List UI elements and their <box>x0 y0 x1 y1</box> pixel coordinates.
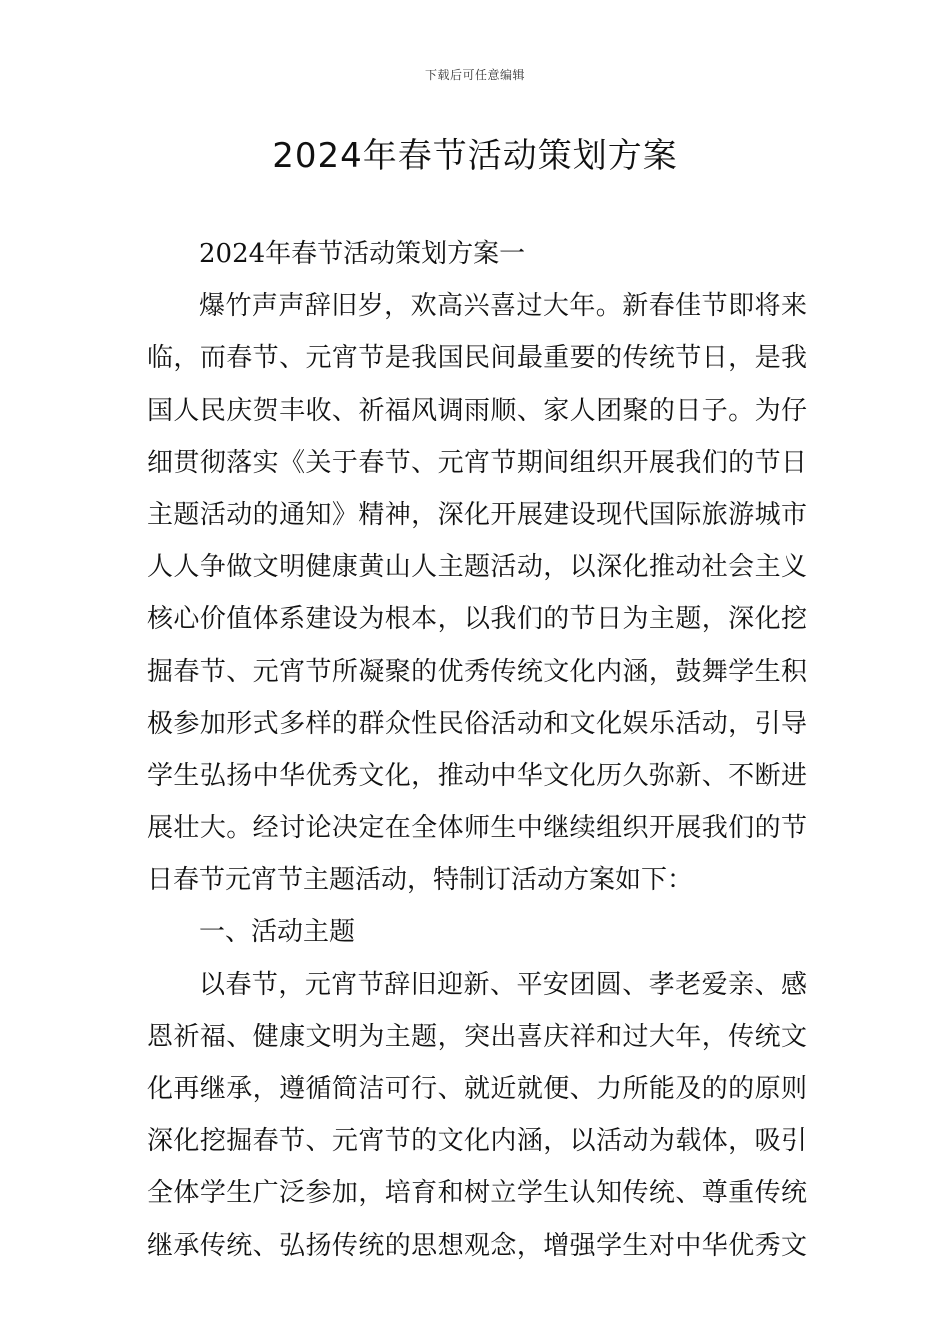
paragraph-line: 以春节，元宵节辞旧迎新、平安团圆、孝老爱亲、感 <box>199 969 807 1000</box>
paragraph-line: 展壮大。经讨论决定在全体师生中继续组织开展我们的节 <box>147 813 807 844</box>
paragraph-line: 临，而春节、元宵节是我国民间最重要的传统节日，是我 <box>147 343 807 374</box>
paragraph-line: 继承传统、弘扬传统的思想观念，增强学生对中华优秀文 <box>147 1230 807 1261</box>
paragraph-line: 人人争做文明健康黄山人主题活动，以深化推动社会主义 <box>147 552 807 583</box>
paragraph-line: 国人民庆贺丰收、祈福风调雨顺、家人团聚的日子。为仔 <box>147 395 807 426</box>
paragraph-line: 爆竹声声辞旧岁，欢高兴喜过大年。新春佳节即将来 <box>199 291 807 322</box>
paragraph-line: 恩祈福、健康文明为主题，突出喜庆祥和过大年，传统文 <box>147 1021 807 1052</box>
paragraph-line: 主题活动的通知》精神，深化开展建设现代国际旅游城市 <box>147 499 807 530</box>
header-note: 下载后可任意编辑 <box>424 68 525 82</box>
paragraph-line: 细贯彻落实《关于春节、元宵节期间组织开展我们的节日 <box>147 447 807 478</box>
paragraph-line: 化再继承，遵循简洁可行、就近就便、力所能及的的原则 <box>147 1074 807 1104</box>
section-heading: 一、活动主题 <box>199 917 356 948</box>
document-body <box>147 228 807 1272</box>
paragraph-line: 日春节元宵节主题活动，特制订活动方案如下： <box>147 865 694 896</box>
paragraph-line: 学生弘扬中华优秀文化，推动中华文化历久弥新、不断进 <box>147 760 807 791</box>
paragraph-line: 深化挖掘春节、元宵节的文化内涵，以活动为载体，吸引 <box>147 1126 807 1157</box>
paragraph-line: 极参加形式多样的群众性民俗活动和文化娱乐活动，引导 <box>147 708 807 739</box>
paragraph-line: 核心价值体系建设为根本，以我们的节日为主题，深化挖 <box>147 604 807 635</box>
document-title: 2024年春节活动策划方案 <box>272 136 678 176</box>
paragraph-line: 掘春节、元宵节所凝聚的优秀传统文化内涵，鼓舞学生积 <box>147 656 807 687</box>
paragraph-line: 全体学生广泛参加，培育和树立学生认知传统、尊重传统 <box>147 1178 807 1209</box>
subtitle-line: 2024年春节活动策划方案一 <box>199 239 526 269</box>
